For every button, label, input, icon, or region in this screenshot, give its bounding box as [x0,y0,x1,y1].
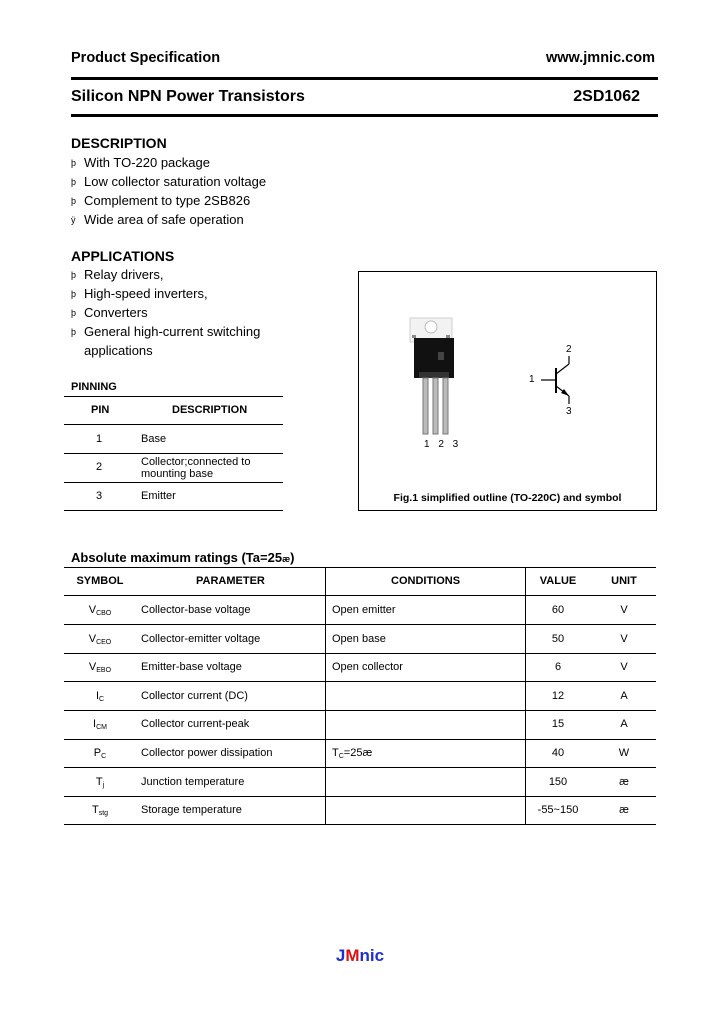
pin-description: Emitter [141,490,176,502]
bullet-icon: þ [71,308,77,318]
symbol-cell: $I_C$ [95,690,105,703]
value-cell: 15 [551,718,565,730]
lead-3 [443,378,448,434]
parameter-cell: Collector-base voltage [141,604,251,616]
application-item: þ Converters [71,305,148,320]
col-symbol: SYMBOL [76,575,124,587]
parameter-cell: Collector-emitter voltage [141,633,261,645]
parameter-cell: Collector current (DC) [141,690,248,702]
symbol-cell: $V_{EBO}$ [88,661,112,674]
pin-number: 3 [96,490,103,502]
unit-cell: V [620,633,628,645]
pin-number: 1 [96,433,103,445]
pin-rule [64,453,283,454]
description-item: þ Low collector saturation voltage [71,174,267,189]
pin-rule [64,396,283,397]
pin-description-cont: mounting base [141,468,214,480]
pin-col-header: PIN [91,404,110,416]
unit-cell: V [620,661,628,673]
symbol-cell: $P_C$ [93,747,107,760]
part-number: 2SD1062 [573,88,640,105]
figure-caption: Fig.1 simplified outline (TO-220C) and symbol [393,492,622,504]
value-cell: 50 [551,633,565,645]
col-unit: UNIT [611,575,637,587]
condition-cell: $T_C=25æ$ [332,747,373,760]
col-value: VALUE [539,575,577,587]
condition-cell: Open base [332,633,386,645]
lead-2 [433,378,438,434]
ratings-table [64,567,656,825]
bullet-icon: þ [71,158,77,168]
value-cell: -55~150 [537,804,579,816]
pin-rule [64,424,283,425]
application-item-cont: applications [84,343,153,358]
parameter-cell: Collector current-peak [141,718,250,730]
description-title: DESCRIPTION [71,135,167,151]
ratings-title: Absolute maximum ratings (Ta=25æ) [71,550,295,565]
pin-desc-col-header: DESCRIPTION [172,404,248,416]
bullet-icon: þ [71,177,77,187]
description-item: þ Complement to type 2SB826 [71,193,251,208]
symbol-cell: $V_{CBO}$ [88,604,112,617]
value-cell: 60 [551,604,565,616]
parameter-cell: Junction temperature [141,776,245,788]
bullet-icon: þ [71,289,77,299]
value-cell: 6 [554,661,562,673]
unit-cell: W [618,747,630,759]
pin-description: Collector;connected to [141,456,251,468]
mounting-hole [425,321,437,333]
application-item: þ Relay drivers, [71,267,164,282]
title-rule [71,114,658,117]
col-conditions: CONDITIONS [391,575,461,587]
bullet-icon: ÿ [71,215,76,225]
symbol-cell: $I_{CM}$ [93,718,107,731]
value-cell: 150 [548,776,568,788]
unit-cell: A [620,718,628,730]
parameter-cell: Storage temperature [141,804,242,816]
application-item: þ General high-current switching [71,324,261,339]
unit-cell: V [620,604,628,616]
pin-rule [64,510,283,511]
figure-box [358,271,657,511]
bullet-icon: þ [71,270,77,280]
pin-description: Base [141,433,167,445]
package-illustration [359,272,656,510]
bullet-icon: þ [71,327,77,337]
header-url[interactable]: www.jmnic.com [545,50,655,66]
application-item: þ High-speed inverters, [71,286,208,301]
description-item: ÿ Wide area of safe operation [71,212,244,227]
applications-title: APPLICATIONS [71,248,175,264]
lead-1 [423,378,428,434]
pin-number: 2 [96,461,103,473]
header-left: Product Specification [71,50,221,66]
unit-cell: æ [619,776,629,788]
bullet-icon: þ [71,196,77,206]
pin-labels: 1 2 3 [424,439,462,450]
jmnic-logo: JMnic [335,946,385,965]
header-rule [71,77,658,80]
condition-cell: Open collector [332,661,403,673]
description-item: þ With TO-220 package [71,155,210,170]
doc-title: Silicon NPN Power Transistors [71,88,305,105]
unit-cell: A [620,690,628,702]
symbol-cell: $V_{CEO}$ [88,633,112,646]
unit-cell: æ [619,804,629,816]
parameter-cell: Emitter-base voltage [141,661,242,673]
col-parameter: PARAMETER [196,575,265,587]
parameter-cell: Collector power dissipation [141,747,273,759]
pinning-title: PINNING [71,381,117,393]
value-cell: 40 [551,747,565,759]
symbol-cell: $T_j$ [95,776,105,789]
condition-cell: Open emitter [332,604,396,616]
symbol-cell: $T_{stg}$ [91,804,109,817]
value-cell: 12 [551,690,565,702]
symbol-pin2: 2 [566,344,572,355]
symbol-pin1: 1 [529,374,535,385]
pin-rule [64,482,283,483]
symbol-pin3: 3 [566,406,572,417]
